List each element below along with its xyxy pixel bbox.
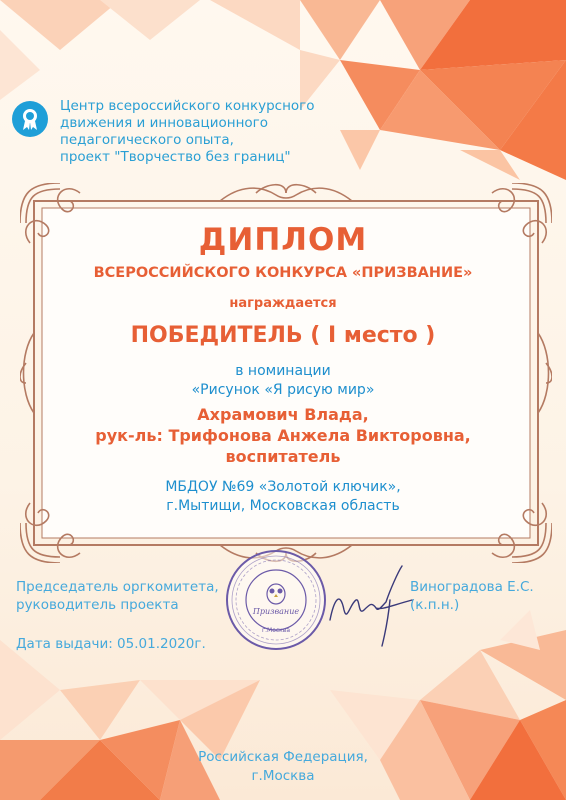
bg-triangle — [0, 640, 60, 740]
recipient-name: Ахрамович Влада, — [197, 405, 369, 424]
chair-line: Председатель оргкомитета, — [16, 579, 219, 595]
bg-triangle — [210, 0, 300, 50]
signer-name: Виноградова Е.С. — [410, 579, 534, 595]
bg-triangle — [300, 0, 380, 60]
institution-location: г.Мытищи, Московская область — [166, 498, 400, 514]
contest-name: ВСЕРОССИЙСКОГО КОНКУРСА «ПРИЗВАНИЕ» — [93, 265, 473, 281]
institution-name: МБДОУ №69 «Золотой ключик», — [165, 479, 401, 495]
awarded-label: награждается — [229, 296, 337, 311]
stamp-city: г.Москва — [261, 627, 291, 634]
nomination-value: «Рисунок «Я рисую мир» — [191, 382, 375, 398]
official-stamp — [224, 548, 328, 652]
organization-line: проект "Творчество без границ" — [60, 149, 291, 165]
signer-degree: (к.п.н.) — [410, 597, 460, 613]
institution-block — [60, 478, 506, 516]
organization-line: движения и инновационного — [60, 115, 269, 131]
award-ribbon-icon — [12, 101, 48, 137]
footer-city: г.Москва — [251, 768, 315, 784]
bg-triangle — [60, 680, 140, 740]
nomination-block — [60, 362, 506, 400]
organization-line: педагогического опыта, — [60, 132, 234, 148]
winner-place: ПОБЕДИТЕЛЬ ( I место ) — [130, 323, 436, 348]
organization-name — [60, 98, 315, 166]
organization-line: Центр всероссийского конкурсного — [60, 98, 315, 114]
bg-triangle — [0, 30, 40, 100]
footer-location — [0, 748, 566, 786]
chair-title — [16, 578, 219, 614]
supervisor-position: воспитатель — [225, 447, 341, 466]
footer-country: Российская Федерация, — [198, 749, 368, 765]
bg-triangle — [340, 130, 380, 170]
nomination-label: в номинации — [235, 363, 331, 379]
bg-triangle — [100, 0, 200, 40]
recipient-block — [60, 404, 506, 467]
chair-line: руководитель проекта — [16, 597, 179, 613]
issue-date: Дата выдачи: 05.01.2020г. — [16, 636, 206, 652]
signer-block — [410, 578, 534, 614]
bg-triangle — [0, 0, 120, 50]
signature — [320, 560, 420, 650]
supervisor-name: рук-ль: Трифонова Анжела Викторовна, — [95, 426, 471, 445]
stamp-center-text: Призвание — [252, 607, 300, 616]
organization-header — [12, 98, 315, 166]
diploma-title: ДИПЛОМ — [198, 222, 368, 258]
